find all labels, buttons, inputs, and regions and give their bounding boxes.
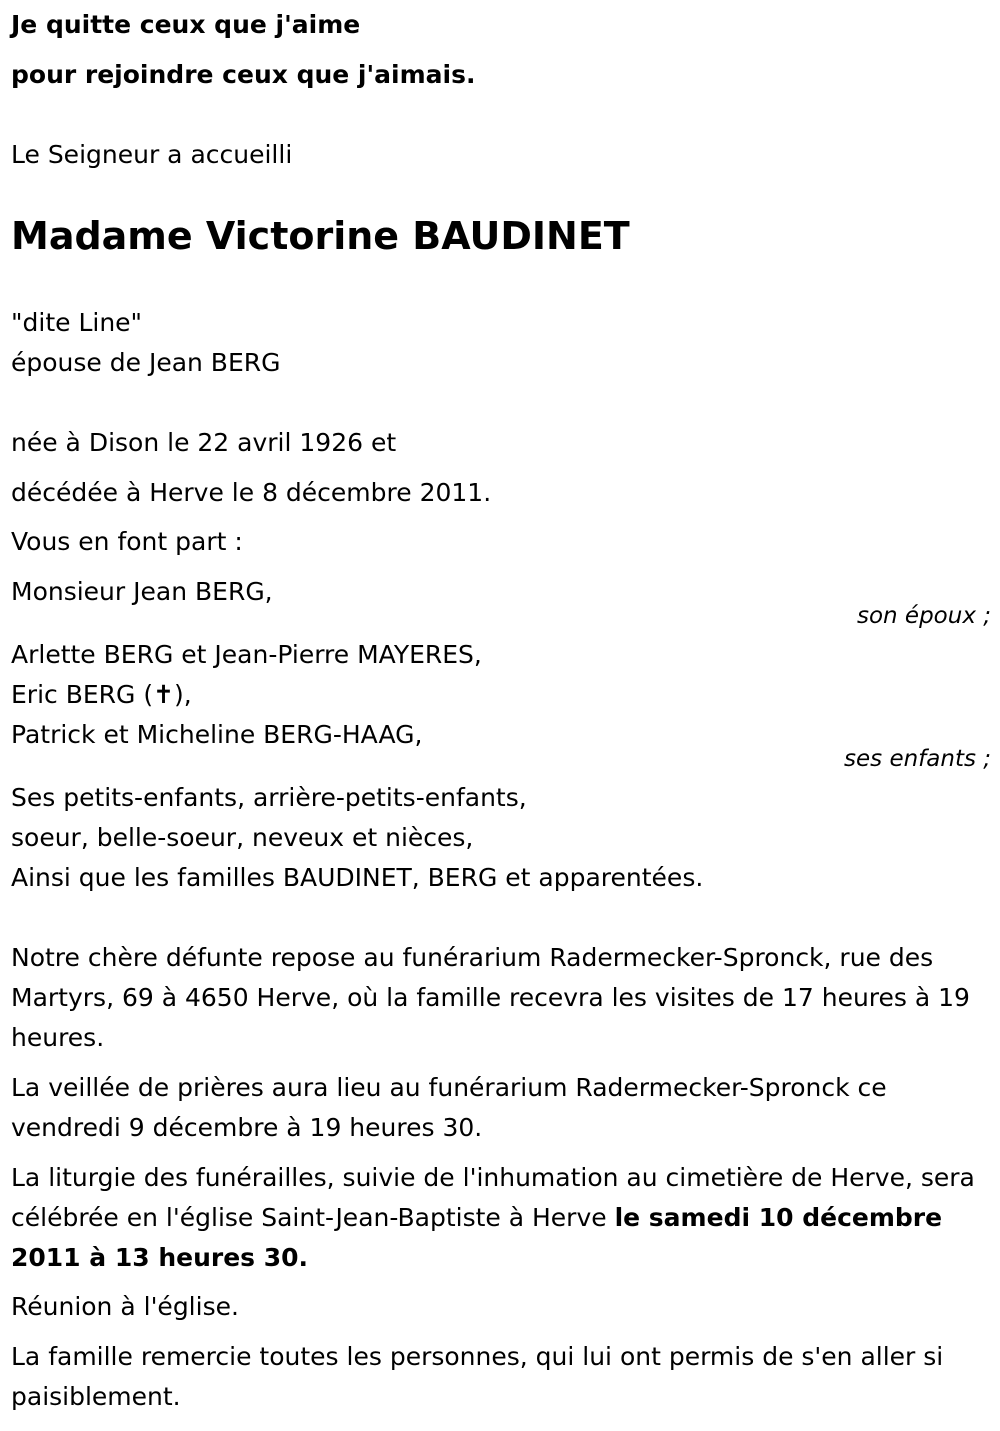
verse-line-1: Je quitte ceux que j'aime	[11, 10, 361, 39]
family-line: Ses petits-enfants, arrière-petits-enfants,	[11, 783, 527, 812]
liturgie-text: La liturgie des funérailles, suivie de l'inhumation au cimetière de Herve, sera célébrée en l'église Saint-Jean-Baptiste à Herve	[11, 1163, 975, 1232]
repose-paragraph: Notre chère défunte repose au funérarium Radermecker-Spronck, rue des Martyrs, 69 à 4650 Herve, où la famille recevra les visites de 17 heures à 19 heures.	[11, 943, 970, 1052]
spouse-name: Monsieur Jean BERG,	[11, 577, 273, 606]
child-line: Patrick et Micheline BERG-HAAG,	[11, 720, 423, 749]
children-role: ses enfants ;	[844, 746, 991, 772]
verse-line-2: pour rejoindre ceux que j'aimais.	[11, 60, 476, 89]
veillee-paragraph: La veillée de prières aura lieu au funérarium Radermecker-Spronck ce vendredi 9 décembre à 19 heures 30.	[11, 1073, 887, 1142]
birth-line: née à Dison le 22 avril 1926 et	[11, 428, 397, 457]
announcement-intro: Vous en font part :	[11, 527, 243, 556]
liturgie-date: le samedi 10 décembre 2011 à 13 heures 30.	[11, 1203, 943, 1272]
nickname: "dite Line"	[11, 308, 143, 337]
remerciement-paragraph: La famille remercie toutes les personnes, qui lui ont permis de s'en aller si paisiblement.	[11, 1342, 944, 1411]
family-line: soeur, belle-soeur, neveux et nièces,	[11, 823, 474, 852]
intro-text: Le Seigneur a accueilli	[11, 140, 293, 169]
spouse-line: épouse de Jean BERG	[11, 348, 281, 377]
death-line: décédée à Herve le 8 décembre 2011.	[11, 478, 492, 507]
child-line: Eric BERG (✝),	[11, 680, 192, 709]
reunion-line: Réunion à l'église.	[11, 1292, 239, 1321]
child-line: Arlette BERG et Jean-Pierre MAYERES,	[11, 640, 482, 669]
liturgie-paragraph	[11, 1158, 981, 1278]
deceased-name: Madame Victorine BAUDINET	[11, 214, 630, 258]
family-line: Ainsi que les familles BAUDINET, BERG et apparentées.	[11, 863, 704, 892]
spouse-role: son époux ;	[856, 603, 991, 629]
